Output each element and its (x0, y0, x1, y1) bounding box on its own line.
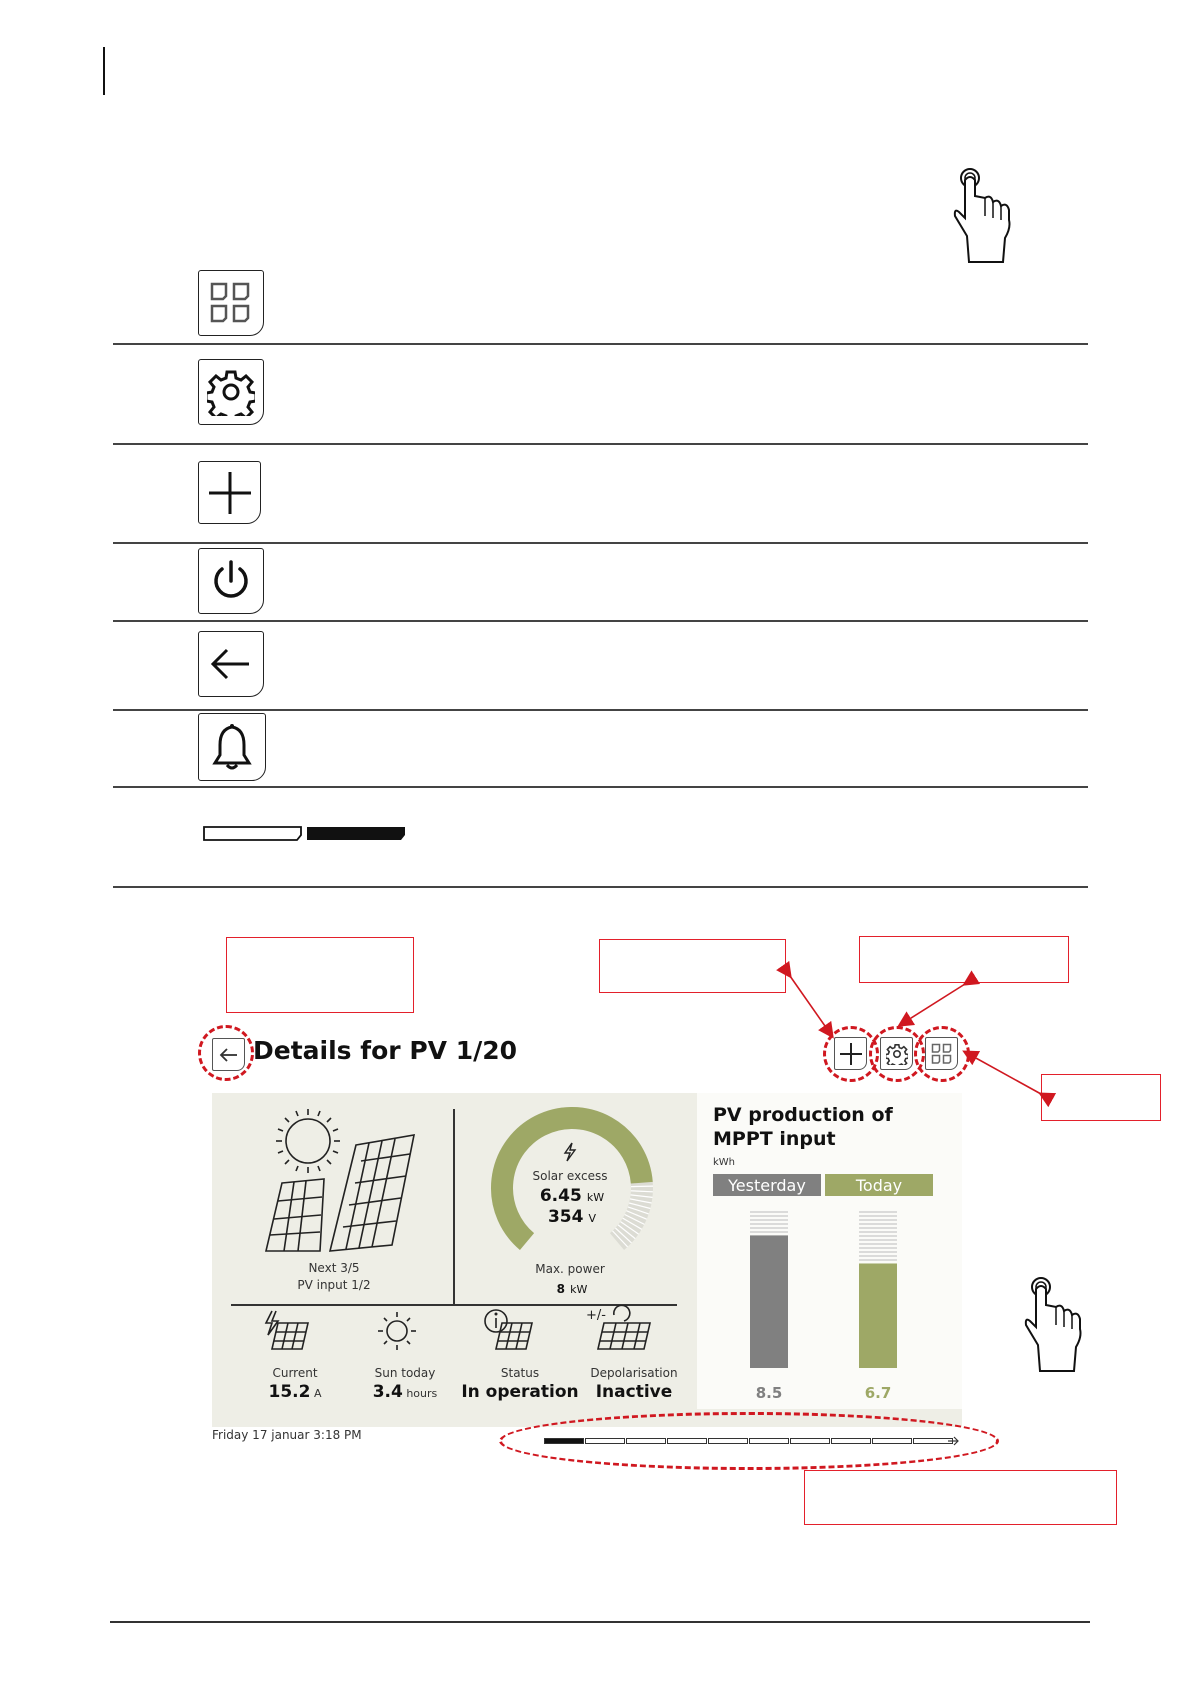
production-bar-chart (713, 1172, 945, 1406)
max-power (510, 1278, 634, 1297)
lightning-icon (562, 1142, 578, 1162)
solar-excess-label: Solar excess (532, 1169, 608, 1183)
tile-value (455, 1382, 585, 1402)
pv-input-label: PV input 1/2 (297, 1278, 371, 1292)
page-title: Details for PV 1/20 (253, 1036, 518, 1065)
footer-line (110, 1621, 1090, 1623)
pointing-hand-icon (1024, 1275, 1090, 1375)
tile-value-number: 3.4 (372, 1382, 403, 1402)
chart-title: PV production of MPPT input (713, 1104, 893, 1150)
date-time: Friday 17 januar 3:18 PM (212, 1428, 362, 1442)
tile-value (340, 1382, 470, 1402)
panel-divider-vertical (453, 1109, 455, 1304)
bar-value-label: 8.5 (755, 1384, 783, 1402)
highlight-menu (914, 1026, 970, 1082)
tile-label: Sun today (374, 1366, 436, 1380)
tile-value (569, 1382, 699, 1402)
max-power-unit: kW (570, 1283, 588, 1296)
solar-excess-voltage-unit: V (588, 1212, 597, 1225)
tile-value-unit: hours (402, 1387, 438, 1400)
tile-value-number: In operation (461, 1382, 579, 1402)
solar-excess-voltage (510, 1207, 634, 1227)
solar-excess-voltage-value: 354 (547, 1207, 584, 1227)
bar (859, 1263, 897, 1368)
gauge-hatch-line (631, 1186, 653, 1187)
sun-icon (376, 1310, 418, 1352)
svg-text:+/-: +/- (586, 1308, 606, 1323)
solar-excess-power-unit: kW (586, 1191, 605, 1204)
pv-next-label: Next 3/5 (308, 1261, 360, 1275)
solar-excess-power (510, 1186, 634, 1206)
bar-value-label: 6.7 (864, 1384, 892, 1402)
tile-value-unit: A (310, 1387, 322, 1400)
category-label: Yesterday (728, 1176, 806, 1195)
solar-excess-power-value: 6.45 (539, 1186, 582, 1206)
max-power-label: Max. power (535, 1262, 605, 1276)
category-label: Today (855, 1176, 903, 1195)
pv-info-icon (482, 1307, 534, 1351)
highlight-pager (499, 1412, 999, 1470)
tile-label: Status (500, 1366, 540, 1380)
pv-panels-sun-icon[interactable] (260, 1105, 425, 1253)
tile-label: Current (272, 1366, 318, 1380)
tile-value-number: Inactive (595, 1382, 673, 1402)
highlight-back (198, 1025, 254, 1081)
tile-label: Depolarisation (590, 1366, 678, 1380)
bar (750, 1235, 788, 1368)
pv-current-icon (262, 1309, 312, 1351)
chart-ylabel: kWh (713, 1157, 736, 1168)
max-power-value: 8 (556, 1282, 565, 1296)
pv-depolarisation-icon (584, 1305, 654, 1351)
tile-value-number: 15.2 (268, 1382, 311, 1402)
